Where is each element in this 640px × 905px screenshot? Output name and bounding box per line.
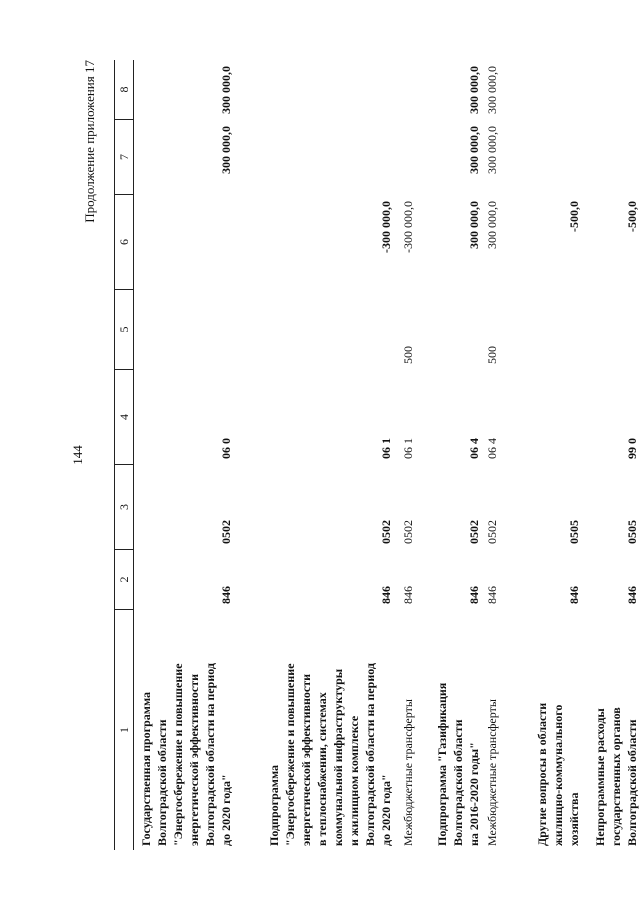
row-label-line: Волгоградской области <box>625 719 639 846</box>
cell-c2: 846 <box>401 586 415 604</box>
row-label-line: энергетической эффективности <box>299 673 313 846</box>
cell-c3: 0502 <box>379 520 393 544</box>
cell-c6: 300 000,0 <box>467 201 481 249</box>
row-label-line: "Энергосбережение и повышение <box>171 663 185 846</box>
cell-c8: 300 000,0 <box>467 66 481 114</box>
header-cell-1: 1 <box>117 727 131 733</box>
row-label-line: "Энергосбережение и повышение <box>283 663 297 846</box>
cell-c2: 846 <box>379 586 393 604</box>
row-label-line: государственных органов <box>609 707 623 846</box>
cell-c6: -500,0 <box>567 201 581 232</box>
cell-c8: 300 000,0 <box>219 66 233 114</box>
cell-c5: 500 <box>485 346 499 364</box>
row-label <box>266 616 394 846</box>
row-label-line: коммунальной инфраструктуры <box>331 668 345 846</box>
row-label-line: и жилищном комплексе <box>347 715 361 846</box>
cell-c6: -500,0 <box>625 201 639 232</box>
row-label <box>592 616 640 846</box>
table-header-row <box>114 60 134 850</box>
cell-c3: 0505 <box>567 520 581 544</box>
cell-c7: 300 000,0 <box>219 126 233 174</box>
row-label-line: Другие вопросы в области <box>535 702 549 846</box>
cell-c3: 0505 <box>625 520 639 544</box>
header-cell-2: 2 <box>115 550 133 610</box>
row-label-line: Государственная программа <box>139 691 153 846</box>
cell-c2: 846 <box>219 586 233 604</box>
header-cell-3: 3 <box>115 465 133 550</box>
cell-c3: 0502 <box>219 520 233 544</box>
cell-c4: 99 0 <box>625 438 639 459</box>
cell-c2: 846 <box>567 586 581 604</box>
cell-c6: -300 000,0 <box>379 201 393 253</box>
cell-c4: 06 1 <box>379 438 393 459</box>
row-label-line: Волгоградской области на период <box>203 663 217 846</box>
cell-c4: 06 4 <box>467 438 481 459</box>
row-label-line: Непрограммные расходы <box>593 708 607 846</box>
row-label-line: Волгоградской области <box>451 719 465 846</box>
row-label-line: Подпрограмма <box>267 764 281 846</box>
cell-c7: 300 000,0 <box>467 126 481 174</box>
header-cell-5: 5 <box>115 290 133 370</box>
cell-c4: 06 0 <box>219 438 233 459</box>
row-label-line: Межбюджетные трансферты <box>485 699 499 846</box>
cell-c2: 846 <box>485 586 499 604</box>
rotated-sheet <box>70 60 639 850</box>
cell-c3: 0502 <box>467 520 481 544</box>
row-label-line: в теплоснабжении, системах <box>315 692 329 846</box>
cell-c2: 846 <box>625 586 639 604</box>
continuation-note: Продолжение приложения 17 <box>82 60 97 223</box>
header-cell-4: 4 <box>115 370 133 465</box>
cell-c3: 0502 <box>401 520 415 544</box>
row-label <box>484 616 500 846</box>
cell-c6: 300 000,0 <box>485 201 499 249</box>
cell-c8: 300 000,0 <box>485 66 499 114</box>
row-label <box>400 616 416 846</box>
row-label-line: Волгоградской области на период <box>363 663 377 846</box>
row-label-line: Межбюджетные трансферты <box>401 699 415 846</box>
row-label <box>534 616 582 846</box>
header-cell-8: 8 <box>115 60 133 120</box>
row-label <box>138 616 234 846</box>
cell-c7: 300 000,0 <box>485 126 499 174</box>
row-label <box>434 616 482 846</box>
row-label-line: хозяйства <box>567 792 581 846</box>
page-number: 144 <box>70 445 85 465</box>
row-label-line: жилищно-коммунального <box>551 704 565 846</box>
cell-c6: -300 000,0 <box>401 201 415 253</box>
cell-c2: 846 <box>467 586 481 604</box>
row-label-line: на 2016-2020 годы" <box>467 742 481 846</box>
row-label-line: Подпрограмма "Газификация <box>435 682 449 846</box>
row-label-line: энергетической эффективности <box>187 673 201 846</box>
cell-c3: 0502 <box>485 520 499 544</box>
cell-c4: 06 4 <box>485 438 499 459</box>
cell-c4: 06 1 <box>401 438 415 459</box>
header-cell-7: 7 <box>115 120 133 195</box>
row-label-line: до 2020 года" <box>379 774 393 846</box>
header-cell-6: 6 <box>115 195 133 290</box>
row-label-line: до 2020 года" <box>219 774 233 846</box>
cell-c5: 500 <box>401 346 415 364</box>
row-label-line: Волгоградской области <box>155 719 169 846</box>
